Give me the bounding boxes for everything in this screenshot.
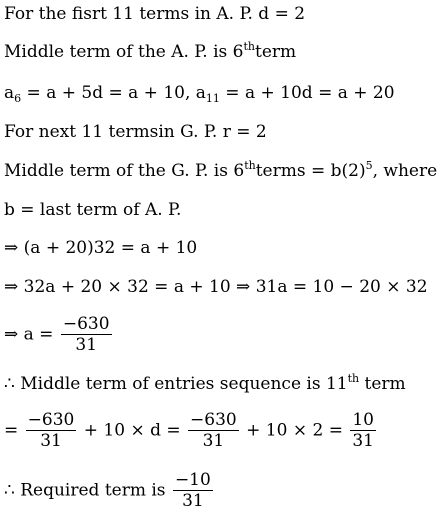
fraction-denominator: 31 — [173, 490, 213, 511]
line-1 — [4, 4, 305, 24]
line-11-text-c: + 10 × 2 = — [240, 420, 349, 441]
line-11 — [4, 410, 378, 451]
line-10-text-a: ∴ Middle term of entries sequence is 11 — [4, 374, 348, 394]
line-5-sup-1: th — [244, 159, 256, 172]
line-3 — [4, 83, 395, 103]
line-10 — [4, 374, 406, 394]
line-1-text: For the fisrt 11 terms in A. P. d = 2 — [4, 4, 306, 24]
line-2-sup: th — [243, 40, 256, 53]
line-3-sub-2: 11 — [205, 92, 220, 105]
line-2-text-b: term — [255, 42, 297, 62]
line-10-sup: th — [347, 372, 360, 385]
line-3-text-c: = a + 10d = a + 20 — [219, 83, 395, 103]
line-4-text: For next 11 termsin G. P. r = 2 — [4, 122, 267, 142]
line-12-text: ∴ Required term is — [4, 480, 171, 501]
line-11-text-b: + 10 × d = — [78, 420, 187, 441]
fraction-a-value — [61, 314, 112, 355]
fraction-result — [173, 470, 213, 511]
line-10-text-b: term — [359, 374, 406, 394]
line-2-text-a: Middle term of the A. P. is 6 — [4, 42, 244, 62]
fraction-numerator: −630 — [62, 314, 110, 334]
line-8-text: ⇒ 32a + 20 × 32 = a + 10 ⇒ 31a = 10 − 20 × 32 — [4, 277, 428, 297]
line-7-text: ⇒ (a + 20)32 = a + 10 — [4, 238, 198, 258]
line-3-text-b: = a + 5d = a + 10, a — [21, 83, 206, 103]
fraction-1 — [26, 410, 77, 451]
line-5-text-c: , where — [372, 161, 437, 181]
fraction-numerator: −630 — [190, 410, 237, 430]
line-11-text-a: = — [4, 420, 24, 441]
fraction-denominator: 31 — [188, 430, 239, 451]
line-3-text-a: a — [4, 83, 15, 103]
fraction-denominator: 31 — [26, 430, 77, 451]
line-9-text: ⇒ a = — [4, 324, 59, 345]
fraction-numerator: −10 — [174, 470, 211, 490]
line-5-sup-2: 5 — [365, 159, 373, 172]
line-5-text-b: terms = b(2) — [255, 161, 366, 181]
fraction-denominator: 31 — [352, 431, 374, 451]
line-5 — [4, 161, 437, 181]
line-9 — [4, 314, 114, 355]
line-3-sub-1: 6 — [14, 92, 22, 105]
fraction-3 — [350, 410, 376, 451]
line-5-text-a: Middle term of the G. P. is 6 — [4, 161, 245, 181]
line-8 — [4, 277, 428, 297]
fraction-numerator: −630 — [27, 410, 75, 430]
line-2 — [4, 42, 296, 62]
line-4 — [4, 122, 267, 142]
fraction-numerator: 10 — [352, 410, 374, 430]
line-7 — [4, 238, 197, 258]
line-6 — [4, 200, 181, 220]
fraction-2 — [188, 410, 239, 451]
line-6-text: b = last term of A. P. — [4, 200, 182, 220]
fraction-denominator: 31 — [61, 334, 112, 355]
line-12 — [4, 470, 215, 511]
